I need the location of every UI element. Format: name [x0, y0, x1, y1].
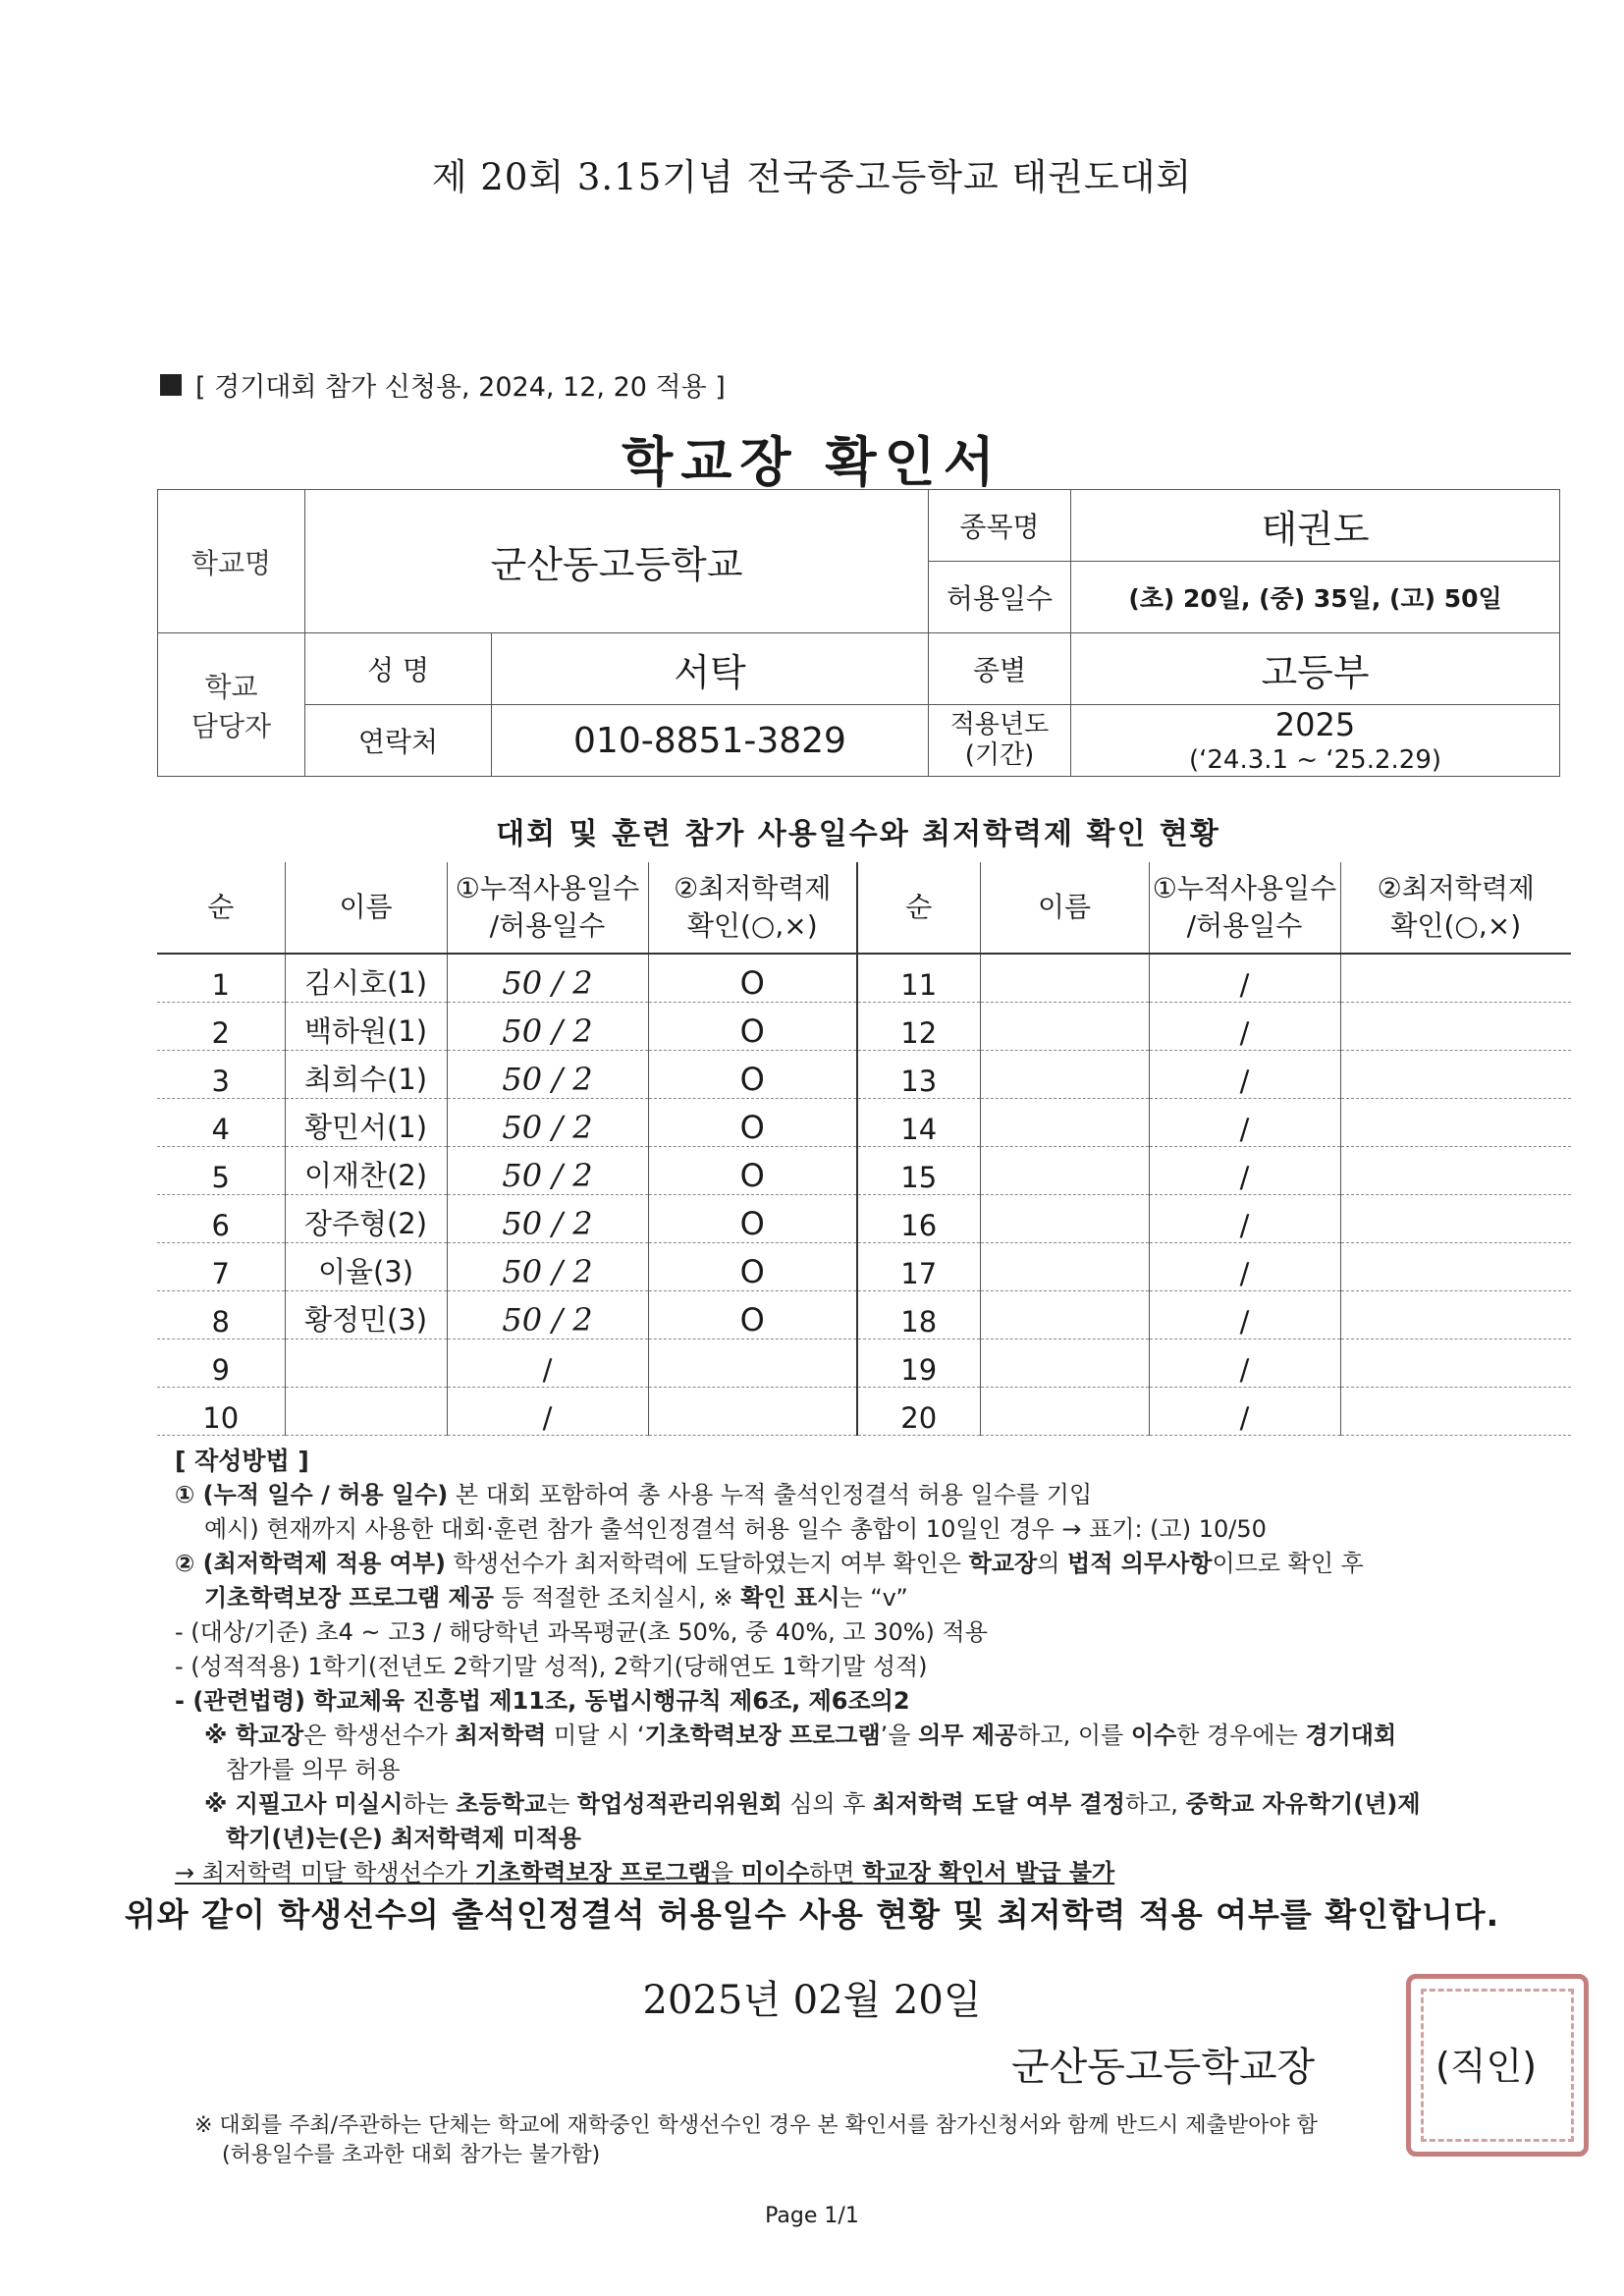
table-cell	[1340, 1099, 1571, 1147]
sport-label: 종목명	[959, 511, 1040, 543]
table-cell	[1340, 1388, 1571, 1436]
instructions-heading: [ 작성방법 ]	[175, 1447, 309, 1475]
school-info-table	[157, 489, 1560, 777]
table-row	[157, 1339, 1571, 1388]
table-cell: 6	[157, 1195, 285, 1243]
header-days-2: ①누적사용일수 /허용일수	[1149, 862, 1340, 954]
table-cell	[980, 954, 1149, 1003]
table-cell: 황정민(3)	[285, 1291, 447, 1339]
table-cell: 1	[157, 954, 285, 1003]
allowed-days-value: (초) 20일, (중) 35일, (고) 50일	[1071, 561, 1559, 632]
header-name-2: 이름	[980, 862, 1149, 954]
table-row	[157, 1051, 1571, 1099]
table-cell: O	[648, 1003, 857, 1051]
contact-label: 연락처	[305, 704, 491, 776]
table-cell: 3	[157, 1051, 285, 1099]
table-cell: /	[447, 1388, 648, 1436]
table-cell	[980, 1388, 1149, 1436]
table-cell	[648, 1388, 857, 1436]
table-row	[157, 1291, 1571, 1339]
table-cell	[1340, 1195, 1571, 1243]
table-cell	[980, 1243, 1149, 1291]
division-value: 고등부	[1261, 650, 1370, 694]
school-name-value: 군산동고등학교	[305, 490, 929, 633]
square-bullet-icon	[160, 374, 182, 396]
table-cell: 50 / 2	[447, 1051, 648, 1099]
table-cell	[980, 1051, 1149, 1099]
form-tag	[160, 365, 726, 404]
table-cell: /	[447, 1339, 648, 1388]
table-cell: 2	[157, 1003, 285, 1051]
contact-value: 010-8851-3829	[492, 704, 928, 776]
seal-label: (직인)	[1435, 2045, 1538, 2088]
table-cell: 장주형(2)	[285, 1195, 447, 1243]
table-cell: 13	[857, 1051, 980, 1099]
table-cell	[648, 1339, 857, 1388]
page-number: Page 1/1	[765, 2204, 859, 2228]
table-cell: 50 / 2	[447, 1099, 648, 1147]
table-cell: 10	[157, 1388, 285, 1436]
table-cell: 50 / 2	[447, 1003, 648, 1051]
header-check: ②최저학력제 확인(○,×)	[648, 862, 857, 954]
table-cell: O	[648, 1243, 857, 1291]
table-cell	[285, 1339, 447, 1388]
confirmation-statement: 위와 같이 학생선수의 출석인정결석 허용일수 사용 현황 및 최저학력 적용 여부를 확인합니다.	[124, 1895, 1500, 1934]
table-cell: 이율(3)	[285, 1243, 447, 1291]
table-cell: /	[1149, 1003, 1340, 1051]
table-cell: /	[1149, 1388, 1340, 1436]
table-cell: 20	[857, 1388, 980, 1436]
table-cell	[1340, 1003, 1571, 1051]
table-cell: 50 / 2	[447, 1291, 648, 1339]
table-cell: 11	[857, 954, 980, 1003]
table-cell: 9	[157, 1339, 285, 1388]
table-row	[157, 1003, 1571, 1051]
table-cell: 7	[157, 1243, 285, 1291]
year-label: 적용년도 (기간)	[929, 704, 1070, 776]
table-cell	[285, 1388, 447, 1436]
document-title: 학교장 확인서	[622, 431, 1002, 493]
writing-instructions: [ 작성방법 ] ① (누적 일수 / 허용 일수) 본 대회 포함하여 총 사용 누적 출석인정결석 허용 일수를 기입 예시) 현재까지 사용한 대회·훈련 참가 출석인정결석 허용 일수 총합이 10일인 경우 → 표기: (고) 10/50 ② (최저학력제 적용 여부) 학생선수가 최저학력에 도달하였는지 여부 확인은 학교장의 법적 의무사항이므로 확인 후 기초학력보장 프로그램 제공 등 적절한 조치실시, ※ 확인 표시는 “v” - (대상/기준) 초4 ~ 고3 / 해당학년 과목평균(초 50%, 중 40%, 고 30%) 적용 - (성적적용) 1학기(전년도 2학기말 성적), 2학기(당해연도 1학기말 성적) - (관련법령) 학교체육 진흥법 제11조, 동법시행규칙 제6조, 제6조의2 ※ 학교장은 학생선수가 최저학력 미달 시 ‘기초학력보장 프로그램’을 의무 제공하고, 이를 이수한 경우에는 경기대회 참가를 의무 허용 ※ 지필고사 미실시하는 초등학교는 학업성적관리위원회 심의 후 최저학력 도달 여부 결정하고, 중학교 자유학기(년)제 학기(년)는(은) 최저학력제 미적용 → 최저학력 미달 학생선수가 기초학력보장 프로그램을 미이수하면 학교장 확인서 발급 불가	[175, 1444, 1569, 1890]
table-cell: 김시호(1)	[285, 954, 447, 1003]
table-cell: 황민서(1)	[285, 1099, 447, 1147]
table-cell: 50 / 2	[447, 1243, 648, 1291]
manager-name-value: 서탁	[674, 650, 746, 694]
table-cell: 4	[157, 1099, 285, 1147]
table-cell: 5	[157, 1147, 285, 1195]
table-row	[157, 1243, 1571, 1291]
table-cell: /	[1149, 1195, 1340, 1243]
table-row	[157, 1388, 1571, 1436]
table-cell: O	[648, 1147, 857, 1195]
allowed-days-label: 허용일수	[929, 561, 1070, 632]
table-cell: /	[1149, 1147, 1340, 1195]
table-cell: 18	[857, 1291, 980, 1339]
table-cell: /	[1149, 1051, 1340, 1099]
principal-signature: 군산동고등학교장	[1011, 2045, 1316, 2090]
footnote: ※ 대회를 주최/주관하는 단체는 학교에 재학중인 학생선수인 경우 본 확인서를 참가신청서와 함께 반드시 제출받아야 함 (허용일수를 초과한 대회 참가는 불가함)	[194, 2113, 1318, 2167]
table-cell: O	[648, 1099, 857, 1147]
table-cell: 17	[857, 1243, 980, 1291]
table-cell	[980, 1195, 1149, 1243]
table-cell	[980, 1003, 1149, 1051]
table-cell	[1340, 1291, 1571, 1339]
table-row	[157, 1099, 1571, 1147]
table-cell	[1340, 1051, 1571, 1099]
header-name: 이름	[285, 862, 447, 954]
header-no: 순	[157, 862, 285, 954]
table-cell: 백하원(1)	[285, 1003, 447, 1051]
table-cell: 16	[857, 1195, 980, 1243]
table-cell	[980, 1291, 1149, 1339]
table-cell: O	[648, 1195, 857, 1243]
header-check-2: ②최저학력제 확인(○,×)	[1340, 862, 1571, 954]
sport-value: 태권도	[1261, 507, 1370, 551]
table-row	[157, 1195, 1571, 1243]
table-cell: 50 / 2	[447, 1147, 648, 1195]
header-no-2: 순	[857, 862, 980, 954]
table-cell	[1340, 1147, 1571, 1195]
table-cell: 15	[857, 1147, 980, 1195]
table-cell: /	[1149, 1099, 1340, 1147]
table-cell: 50 / 2	[447, 954, 648, 1003]
form-tag-text: [ 경기대회 참가 신청용, 2024, 12, 20 적용 ]	[195, 372, 726, 403]
school-name-label: 학교명	[158, 490, 305, 633]
table-cell: 14	[857, 1099, 980, 1147]
table-cell	[980, 1147, 1149, 1195]
table-cell: O	[648, 954, 857, 1003]
table-cell: O	[648, 1051, 857, 1099]
table-cell	[980, 1099, 1149, 1147]
table-cell: 19	[857, 1339, 980, 1388]
event-title: 제 20회 3.15기념 전국중고등학교 태권도대회	[431, 156, 1193, 198]
roster-table	[157, 862, 1571, 1436]
table-cell	[1340, 954, 1571, 1003]
table-cell: 50 / 2	[447, 1195, 648, 1243]
table-cell: 12	[857, 1003, 980, 1051]
year-value: 2025 (‘24.3.1 ~ ‘25.2.29)	[1071, 704, 1559, 776]
table-cell: O	[648, 1291, 857, 1339]
status-title: 대회 및 훈련 참가 사용일수와 최저학력제 확인 현황	[496, 817, 1220, 851]
table-cell: 8	[157, 1291, 285, 1339]
table-cell	[1340, 1339, 1571, 1388]
table-cell	[1340, 1243, 1571, 1291]
table-cell: /	[1149, 1339, 1340, 1388]
table-cell: /	[1149, 954, 1340, 1003]
division-label: 종별	[972, 654, 1027, 686]
manager-label: 학교 담당자	[158, 633, 305, 777]
table-cell: /	[1149, 1243, 1340, 1291]
table-row	[157, 1147, 1571, 1195]
table-cell: /	[1149, 1291, 1340, 1339]
header-days: ①누적사용일수 /허용일수	[447, 862, 648, 954]
table-row	[157, 954, 1571, 1003]
table-cell: 이재찬(2)	[285, 1147, 447, 1195]
name-label: 성 명	[367, 654, 429, 686]
issue-date: 2025년 02월 20일	[642, 1978, 982, 2023]
table-cell: 최희수(1)	[285, 1051, 447, 1099]
table-cell	[980, 1339, 1149, 1388]
